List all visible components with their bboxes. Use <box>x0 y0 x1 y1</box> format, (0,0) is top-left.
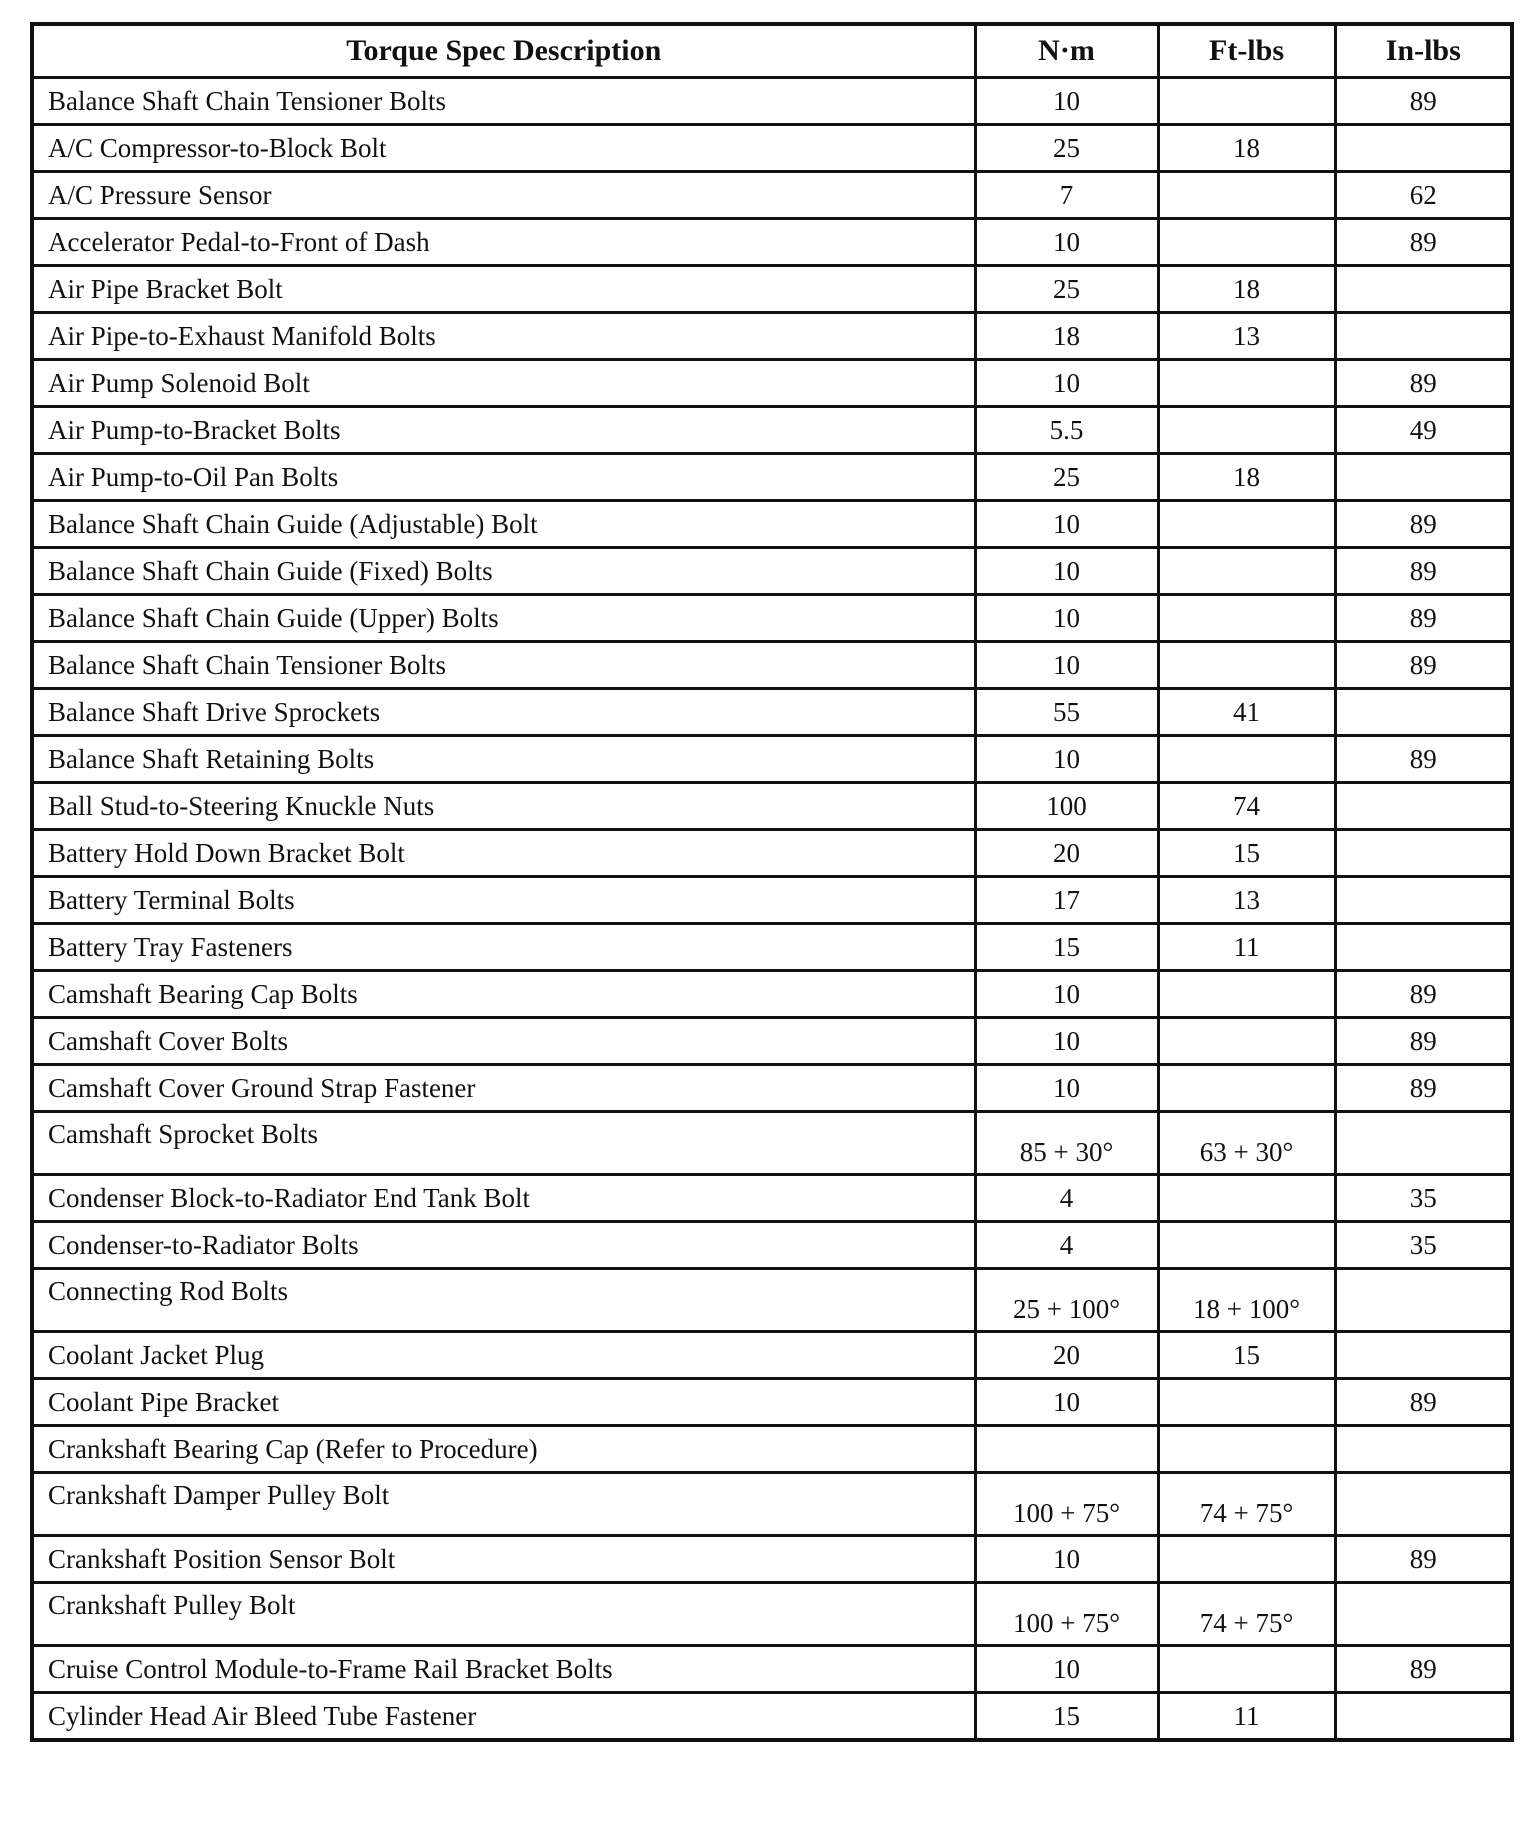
newton-meters-cell: 10 <box>975 1065 1158 1112</box>
foot-pounds-cell <box>1158 1175 1335 1222</box>
inch-pounds-cell <box>1335 454 1512 501</box>
torque-spec-table <box>30 22 1514 1742</box>
foot-pounds-cell: 63 + 30° <box>1158 1112 1335 1175</box>
inch-pounds-cell <box>1335 1473 1512 1536</box>
foot-pounds-cell: 11 <box>1158 924 1335 971</box>
description-cell: Air Pump-to-Bracket Bolts <box>32 407 975 454</box>
foot-pounds-cell <box>1158 1379 1335 1426</box>
foot-pounds-cell <box>1158 1018 1335 1065</box>
table-row <box>32 736 1512 783</box>
foot-pounds-cell <box>1158 407 1335 454</box>
description-cell: Battery Hold Down Bracket Bolt <box>32 830 975 877</box>
inch-pounds-cell <box>1335 1426 1512 1473</box>
foot-pounds-cell <box>1158 1426 1335 1473</box>
description-cell: A/C Compressor-to-Block Bolt <box>32 125 975 172</box>
inch-pounds-cell <box>1335 266 1512 313</box>
table-row <box>32 313 1512 360</box>
foot-pounds-cell: 13 <box>1158 877 1335 924</box>
description-cell: Crankshaft Bearing Cap (Refer to Procedure) <box>32 1426 975 1473</box>
newton-meters-cell: 10 <box>975 1018 1158 1065</box>
header-foot-pounds: Ft-lbs <box>1158 24 1335 78</box>
table-row <box>32 1693 1512 1741</box>
inch-pounds-cell <box>1335 783 1512 830</box>
foot-pounds-cell: 15 <box>1158 830 1335 877</box>
description-cell: Air Pipe-to-Exhaust Manifold Bolts <box>32 313 975 360</box>
inch-pounds-cell: 89 <box>1335 1018 1512 1065</box>
foot-pounds-cell: 11 <box>1158 1693 1335 1741</box>
inch-pounds-cell: 35 <box>1335 1175 1512 1222</box>
newton-meters-cell: 10 <box>975 642 1158 689</box>
foot-pounds-cell <box>1158 1222 1335 1269</box>
newton-meters-cell: 18 <box>975 313 1158 360</box>
newton-meters-cell: 85 + 30° <box>975 1112 1158 1175</box>
description-cell: Balance Shaft Retaining Bolts <box>32 736 975 783</box>
description-cell: Accelerator Pedal-to-Front of Dash <box>32 219 975 266</box>
table-row <box>32 1269 1512 1332</box>
table-row <box>32 1065 1512 1112</box>
newton-meters-cell: 10 <box>975 971 1158 1018</box>
description-cell: Camshaft Cover Ground Strap Fastener <box>32 1065 975 1112</box>
description-cell: Crankshaft Damper Pulley Bolt <box>32 1473 975 1536</box>
table-row <box>32 1426 1512 1473</box>
table-row <box>32 783 1512 830</box>
inch-pounds-cell: 89 <box>1335 1646 1512 1693</box>
foot-pounds-cell <box>1158 501 1335 548</box>
foot-pounds-cell: 18 <box>1158 125 1335 172</box>
table-row <box>32 1332 1512 1379</box>
newton-meters-cell: 17 <box>975 877 1158 924</box>
description-cell: Coolant Jacket Plug <box>32 1332 975 1379</box>
description-cell: Cruise Control Module-to-Frame Rail Bracket Bolts <box>32 1646 975 1693</box>
table-row <box>32 1583 1512 1646</box>
description-cell: Coolant Pipe Bracket <box>32 1379 975 1426</box>
inch-pounds-cell: 62 <box>1335 172 1512 219</box>
table-row <box>32 642 1512 689</box>
description-cell: Battery Terminal Bolts <box>32 877 975 924</box>
table-row <box>32 1018 1512 1065</box>
foot-pounds-cell: 18 <box>1158 454 1335 501</box>
table-row <box>32 1646 1512 1693</box>
inch-pounds-cell <box>1335 1693 1512 1741</box>
foot-pounds-cell: 15 <box>1158 1332 1335 1379</box>
description-cell: Camshaft Cover Bolts <box>32 1018 975 1065</box>
foot-pounds-cell: 74 + 75° <box>1158 1473 1335 1536</box>
description-cell: Cylinder Head Air Bleed Tube Fastener <box>32 1693 975 1741</box>
newton-meters-cell: 4 <box>975 1222 1158 1269</box>
foot-pounds-cell: 18 <box>1158 266 1335 313</box>
newton-meters-cell: 15 <box>975 1693 1158 1741</box>
newton-meters-cell: 10 <box>975 501 1158 548</box>
inch-pounds-cell: 49 <box>1335 407 1512 454</box>
newton-meters-cell: 20 <box>975 1332 1158 1379</box>
description-cell: Air Pipe Bracket Bolt <box>32 266 975 313</box>
newton-meters-cell: 25 <box>975 125 1158 172</box>
newton-meters-cell: 4 <box>975 1175 1158 1222</box>
newton-meters-cell: 5.5 <box>975 407 1158 454</box>
header-inch-pounds: In-lbs <box>1335 24 1512 78</box>
foot-pounds-cell <box>1158 736 1335 783</box>
table-row <box>32 924 1512 971</box>
foot-pounds-cell <box>1158 172 1335 219</box>
newton-meters-cell: 25 + 100° <box>975 1269 1158 1332</box>
inch-pounds-cell <box>1335 1332 1512 1379</box>
description-cell: Balance Shaft Chain Tensioner Bolts <box>32 78 975 125</box>
foot-pounds-cell: 13 <box>1158 313 1335 360</box>
table-row <box>32 172 1512 219</box>
foot-pounds-cell: 74 <box>1158 783 1335 830</box>
description-cell: Crankshaft Pulley Bolt <box>32 1583 975 1646</box>
foot-pounds-cell <box>1158 971 1335 1018</box>
inch-pounds-cell: 89 <box>1335 736 1512 783</box>
table-row <box>32 971 1512 1018</box>
inch-pounds-cell: 35 <box>1335 1222 1512 1269</box>
inch-pounds-cell <box>1335 313 1512 360</box>
newton-meters-cell: 10 <box>975 1379 1158 1426</box>
foot-pounds-cell <box>1158 360 1335 407</box>
inch-pounds-cell: 89 <box>1335 1536 1512 1583</box>
table-row <box>32 1222 1512 1269</box>
inch-pounds-cell <box>1335 1583 1512 1646</box>
foot-pounds-cell: 41 <box>1158 689 1335 736</box>
newton-meters-cell: 10 <box>975 360 1158 407</box>
newton-meters-cell: 7 <box>975 172 1158 219</box>
inch-pounds-cell <box>1335 1112 1512 1175</box>
header-description: Torque Spec Description <box>32 24 975 78</box>
newton-meters-cell: 10 <box>975 219 1158 266</box>
newton-meters-cell: 10 <box>975 1646 1158 1693</box>
table-row <box>32 501 1512 548</box>
table-row <box>32 454 1512 501</box>
description-cell: A/C Pressure Sensor <box>32 172 975 219</box>
newton-meters-cell: 100 + 75° <box>975 1583 1158 1646</box>
newton-meters-cell: 10 <box>975 736 1158 783</box>
foot-pounds-cell <box>1158 1536 1335 1583</box>
table-row <box>32 360 1512 407</box>
description-cell: Balance Shaft Chain Guide (Adjustable) Bolt <box>32 501 975 548</box>
description-cell: Air Pump-to-Oil Pan Bolts <box>32 454 975 501</box>
description-cell: Condenser Block-to-Radiator End Tank Bolt <box>32 1175 975 1222</box>
table-row <box>32 78 1512 125</box>
foot-pounds-cell <box>1158 78 1335 125</box>
inch-pounds-cell: 89 <box>1335 360 1512 407</box>
foot-pounds-cell: 18 + 100° <box>1158 1269 1335 1332</box>
newton-meters-cell: 15 <box>975 924 1158 971</box>
newton-meters-cell: 100 <box>975 783 1158 830</box>
inch-pounds-cell <box>1335 924 1512 971</box>
newton-meters-cell: 25 <box>975 266 1158 313</box>
table-row <box>32 1112 1512 1175</box>
header-newton-meters: N·m <box>975 24 1158 78</box>
table-row <box>32 1175 1512 1222</box>
table-row <box>32 407 1512 454</box>
inch-pounds-cell: 89 <box>1335 642 1512 689</box>
description-cell: Connecting Rod Bolts <box>32 1269 975 1332</box>
description-cell: Air Pump Solenoid Bolt <box>32 360 975 407</box>
table-row <box>32 219 1512 266</box>
newton-meters-cell: 10 <box>975 595 1158 642</box>
description-cell: Camshaft Sprocket Bolts <box>32 1112 975 1175</box>
table-row <box>32 689 1512 736</box>
foot-pounds-cell <box>1158 219 1335 266</box>
inch-pounds-cell <box>1335 689 1512 736</box>
table-row <box>32 1379 1512 1426</box>
newton-meters-cell: 20 <box>975 830 1158 877</box>
newton-meters-cell: 10 <box>975 548 1158 595</box>
inch-pounds-cell <box>1335 125 1512 172</box>
table-row <box>32 125 1512 172</box>
inch-pounds-cell: 89 <box>1335 971 1512 1018</box>
description-cell: Battery Tray Fasteners <box>32 924 975 971</box>
description-cell: Ball Stud-to-Steering Knuckle Nuts <box>32 783 975 830</box>
inch-pounds-cell <box>1335 830 1512 877</box>
table-row <box>32 266 1512 313</box>
inch-pounds-cell: 89 <box>1335 1379 1512 1426</box>
inch-pounds-cell: 89 <box>1335 595 1512 642</box>
newton-meters-cell: 100 + 75° <box>975 1473 1158 1536</box>
description-cell: Balance Shaft Chain Tensioner Bolts <box>32 642 975 689</box>
description-cell: Balance Shaft Drive Sprockets <box>32 689 975 736</box>
newton-meters-cell: 25 <box>975 454 1158 501</box>
description-cell: Condenser-to-Radiator Bolts <box>32 1222 975 1269</box>
table-row <box>32 1536 1512 1583</box>
inch-pounds-cell: 89 <box>1335 78 1512 125</box>
foot-pounds-cell: 74 + 75° <box>1158 1583 1335 1646</box>
inch-pounds-cell <box>1335 1269 1512 1332</box>
description-cell: Camshaft Bearing Cap Bolts <box>32 971 975 1018</box>
table-row <box>32 830 1512 877</box>
table-header-row <box>32 24 1512 78</box>
description-cell: Crankshaft Position Sensor Bolt <box>32 1536 975 1583</box>
newton-meters-cell <box>975 1426 1158 1473</box>
description-cell: Balance Shaft Chain Guide (Fixed) Bolts <box>32 548 975 595</box>
inch-pounds-cell <box>1335 877 1512 924</box>
foot-pounds-cell <box>1158 1065 1335 1112</box>
inch-pounds-cell: 89 <box>1335 501 1512 548</box>
newton-meters-cell: 55 <box>975 689 1158 736</box>
inch-pounds-cell: 89 <box>1335 219 1512 266</box>
table-row <box>32 877 1512 924</box>
inch-pounds-cell: 89 <box>1335 548 1512 595</box>
table-row <box>32 1473 1512 1536</box>
foot-pounds-cell <box>1158 642 1335 689</box>
newton-meters-cell: 10 <box>975 1536 1158 1583</box>
description-cell: Balance Shaft Chain Guide (Upper) Bolts <box>32 595 975 642</box>
table-row <box>32 595 1512 642</box>
newton-meters-cell: 10 <box>975 78 1158 125</box>
foot-pounds-cell <box>1158 548 1335 595</box>
table-row <box>32 548 1512 595</box>
foot-pounds-cell <box>1158 595 1335 642</box>
foot-pounds-cell <box>1158 1646 1335 1693</box>
table-body <box>32 78 1512 1741</box>
inch-pounds-cell: 89 <box>1335 1065 1512 1112</box>
